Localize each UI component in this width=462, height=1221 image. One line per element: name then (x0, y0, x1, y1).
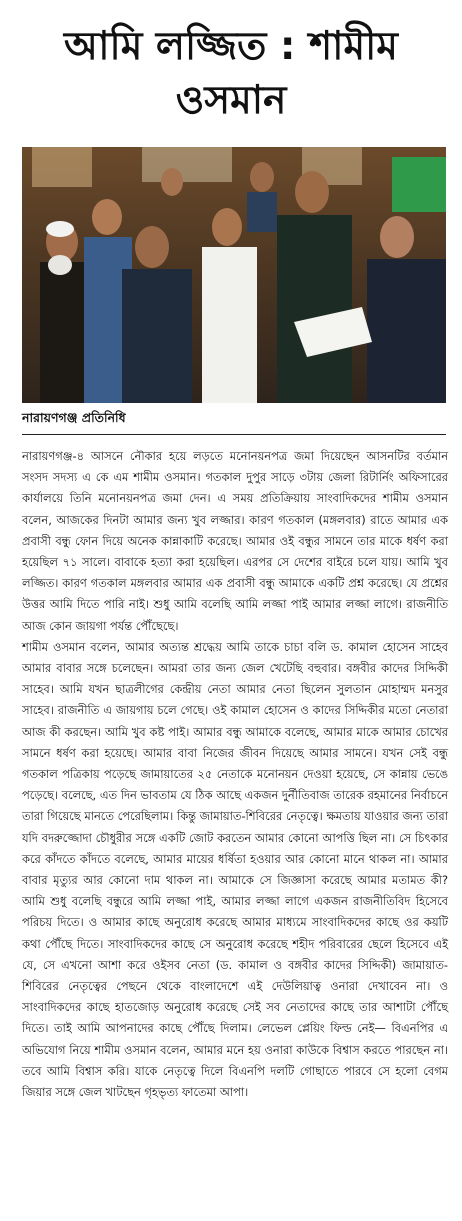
byline: নারায়ণগঞ্জ প্রতিনিধি (22, 410, 446, 435)
news-photo (22, 147, 446, 403)
paragraph: শামীম ওসমান বলেন, আমার অত্যন্ত শ্রদ্ধেয় আমি তাকে চাচা বলি ড. কামাল হোসেন সাহেব আমার বাবার সঙ্গে চলেছেন। আমরা তার জন্য জেল খেটেছি বহুবার। বঙ্গবীর কাদের সিদ্দিকী সাহেব। আমি যখন ছাত্রলীগের কেন্দ্রীয় নেতা আমার নেতা ছিলেন সুলতান মোহাম্মদ মনসুর সাহেব। রাজনীতি এ জায়গায় চলে গেছে। ওই কামাল হোসেন ও কাদের সিদ্দিকীর মতো নেতারা আজ কী করছেন। আমি খুব কষ্ট পাই। আমার বন্ধু আমাকে বলেছে, আমার মাকে আমার চোখের সামনে ধর্ষণ করা হয়েছে। আমার বাবা নিজের জীবন দিয়েছে আমার সামনে। যখন সেই বন্ধু গতকাল পত্রিকায় পড়েছে জামায়াতের ২৫ নেতাকে মনোনয়ন দেওয়া হয়েছে, সে কান্নায় ভেঙে পড়েছে। বলেছে, এত দিন ভাবতাম যে ঠিক আছে একজন দুর্নীতিবাজ তারেক রহমানের নির্বাচনে তারা গিয়েছে মানতে পেরেছিলাম। কিন্তু জামায়াত-শিবিরের নেতৃত্বে। ক্ষমতায় যাওয়ার জন্য তারা যদি বদরুজ্জোদা চৌধুরীর সঙ্গে একটি জোট করতেন আমার কোনো আপত্তি ছিল না। সে চিৎকার করে কাঁদতে কাঁদতে বলেছে, আমার মায়ের ধর্ষিতা হওয়ার আর কোনো মানে থাকল না। আমার বাবার মৃত্যুর আর কোনো দাম থাকল না। আমাকে সে জিজ্ঞাসা করেছে আমার মতামত কী? আমি শুধু বলেছি বন্ধুরে আমি লজ্জা পাই, আমার লজ্জা লাগে একজন রাজনীতিবিদ হিসেবে পরিচয় দিতে। ও আমার কাছে অনুরোধ করেছে আমার মাধ্যমে সাংবাদিকদের কাছে ওর কয়টি কথা পৌঁছে দিতে। সাংবাদিকদের কাছে সে অনুরোধ করেছে শহীদ পরিবারের ছেলে হিসেবে এই যে, সে এখনো আশা করে ওইসব নেতা (ড. কামাল ও বঙ্গবীর কাদের সিদ্দিকী) জামায়াত-শিবিরের নেতৃত্বের পেছনে থেকে বাংলাদেশে এই দেউলিয়াত্ব ওনারা দেখাবেন না। ও সাংবাদিকদের কাছে হাতজোড় অনুরোধ করেছে সেই সব নেতাদের কাছে তার আশাটা পৌঁছে দিতে। তাই আমি আপনাদের কাছে পৌঁছে দিলাম। লেভেল প্লেয়িং ফিল্ড নেই— বিএনপির এ অভিযোগ নিয়ে শামীম ওসমান বলেন, আমার মনে হয় ওনারা কাউকে বিশ্বাস করতে পারছেন না। তবে আমি বিশ্বাস করি। যাকে নেতৃত্বে দিলে বিএনপি দলটি গোছাতে পারবে সে হলো বেগম জিয়ার সঙ্গে জেল খাটছেন গৃহভৃত্য ফাতেমা আপা। (22, 639, 448, 1100)
photo-illustration (22, 147, 446, 403)
headline: আমি লজ্জিত : শামীম ওসমান (64, 24, 398, 123)
article-body (22, 446, 448, 1103)
paragraph: নারায়ণগঞ্জ-৪ আসনে নৌকার হয়ে লড়তে মনোনয়নপত্র জমা দিয়েছেন আসনটির বর্তমান সংসদ সদস্য এ কে এম শামীম ওসমান। গতকাল দুপুর সাড়ে ৩টায় জেলা রিটার্নিং অফিসারের কার্যালয়ে তিনি মনোনয়নপত্র জমা দেন। এ সময় প্রতিক্রিয়ায় সাংবাদিকদের শামীম ওসমান বলেন, আজকের দিনটা আমার জন্য খুব লজ্জার। কারণ গতকাল (মঙ্গলবার) রাতে আমার এক প্রবাসী বন্ধু ফোন দিয়ে অনেক কান্নাকাটি করেছে। আমার ওই বন্ধুর সামনে তার মাকে ধর্ষণ করা হয়েছিল ৭১ সালে। বাবাকে হত্যা করা হয়েছিল। এরপর সে দেশের বাইরে চলে যায়। আমি খুব লজ্জিত। কারণ গতকাল মঙ্গলবার আমার এক প্রবাসী বন্ধু আমাকে একটি প্রশ্ন করেছে। যে প্রশ্নের উত্তর আমি দিতে পারি নাই। শুধু আমি বলেছি আমি লজ্জা পাই আমার লজ্জা লাগে। রাজনীতি আজ কোন জায়গা পর্যন্ত পৌঁছেছে। (22, 449, 448, 633)
